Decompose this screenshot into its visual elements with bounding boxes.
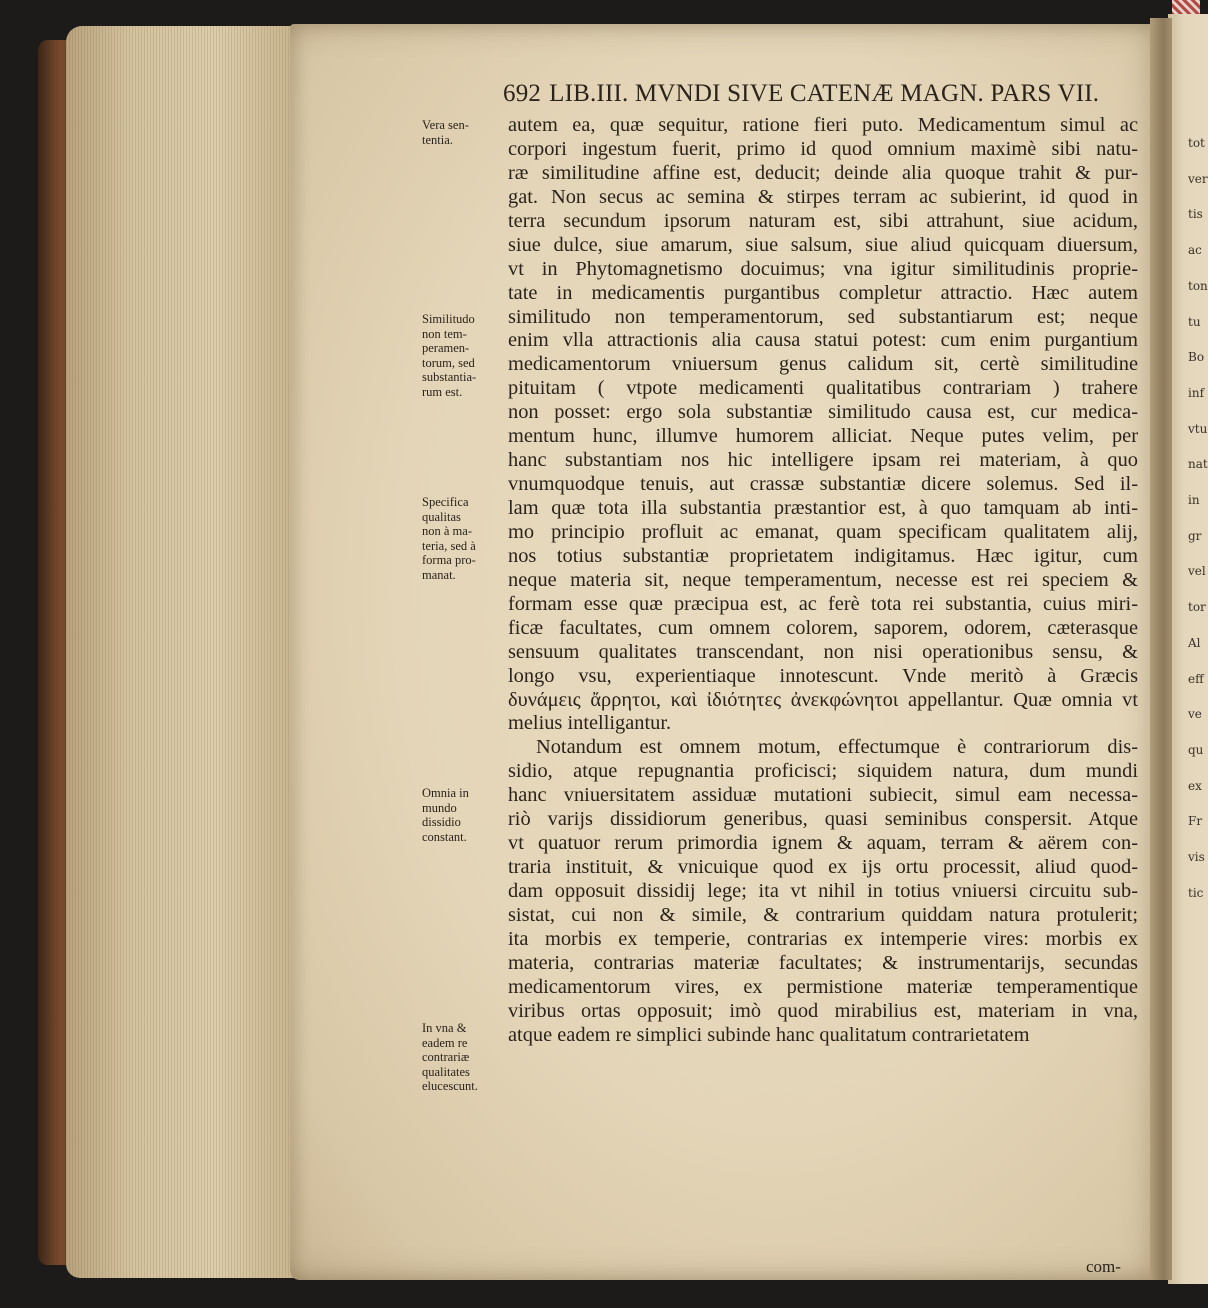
- page-number: 692: [503, 80, 542, 107]
- body-line: hanc vniuersitatem assiduæ mutationi subiecit, simul eam necessa-: [508, 784, 1138, 807]
- opposite-page-fragments: [1168, 126, 1208, 911]
- body-line: longo vsu, experientiaque innotescunt. Vnde meritò à Græcis: [508, 664, 1138, 687]
- margin-note-line: elucescunt.: [422, 1079, 478, 1094]
- body-line: ficæ facultates, cum omnem colorem, saporem, odorem, cæterasque: [508, 616, 1138, 639]
- body-line: gat. Non secus ac semina & stirpes terram ac subierint, id quod in: [508, 185, 1138, 208]
- margin-note-in-vna-eadem: [422, 1021, 512, 1094]
- body-line: tate in medicamentis purgantibus completur attractio. Hæc autem: [508, 281, 1138, 304]
- body-line: non posset: ergo sola substantiæ similitudo causa est, cur medica-: [508, 401, 1138, 424]
- opposite-page-fragment: vis: [1188, 850, 1205, 865]
- opposite-page-fragment: tot: [1188, 136, 1205, 150]
- margin-note-line: qualitas: [422, 509, 461, 524]
- margin-note-line: contrariæ: [422, 1050, 470, 1065]
- body-line: viribus ortas opposuit; imò quod mirabilius est, materiam in vna,: [508, 999, 1138, 1022]
- body-line: corpori ingestum fuerit, primo id quod omnium maximè sibi natu-: [508, 137, 1138, 160]
- margin-note-line: torum, sed: [422, 355, 475, 370]
- margin-note-line: non à ma-: [422, 524, 472, 539]
- margin-note-line: peramen-: [422, 341, 470, 356]
- running-header: [503, 80, 1099, 108]
- body-line: ita morbis ex temperie, contrarias ex intemperie vires: morbis ex: [508, 927, 1138, 950]
- body-text: [508, 114, 1138, 1048]
- margin-note-line: dissidio: [422, 815, 461, 830]
- margin-note-line: substantia-: [422, 370, 477, 385]
- body-line: similitudo non temperamentorum, sed substantiarum est; neque: [508, 305, 1138, 328]
- margin-note-omnia-in-mundo: [422, 786, 512, 844]
- body-line: riò varijs dissidiorum generibus, quasi seminibus conspersit. Atque: [508, 808, 1138, 831]
- body-line: ræ similitudine affine est, deducit; deinde alia quoque trahit & pur-: [508, 161, 1138, 184]
- margin-note-line: tentia.: [422, 132, 453, 147]
- body-line: hanc substantiam nos hic intelligere ipsam rei materiam, à quo: [508, 449, 1138, 472]
- opposite-page-fragment: ver: [1188, 171, 1208, 186]
- margin-note-line: non tem-: [422, 326, 467, 341]
- margin-note-line: Specifica: [422, 495, 469, 509]
- body-line: siue dulce, siue amarum, siue salsum, siue aliud quicquam diuersum,: [508, 233, 1138, 256]
- body-line: formam esse quæ præcipua est, ac ferè tota rei substantia, cuius miri-: [508, 592, 1138, 615]
- opposite-page-fragment: Fr: [1188, 814, 1203, 829]
- body-line: sistat, cui non & simile, & contrarium quiddam natura protulerit;: [508, 903, 1138, 926]
- body-line: autem ea, quæ sequitur, ratione fieri puto. Medicamentum simul ac: [508, 114, 1138, 136]
- margin-note-line: Similitudo: [422, 312, 475, 326]
- catchword: com-: [1086, 1257, 1121, 1276]
- opposite-page-fragment: ve: [1188, 707, 1202, 722]
- opposite-page-fragment: tor: [1188, 600, 1206, 615]
- margin-note-line: forma pro-: [422, 553, 476, 568]
- gutter: [1150, 18, 1172, 1280]
- opposite-page-fragment: inf: [1188, 385, 1205, 400]
- body-line: nos totius substantiæ proprietatem indigitamus. Hæc igitur, cum: [508, 544, 1138, 567]
- margin-note-similitudo: [422, 312, 512, 400]
- opposite-page-fragment: gr: [1188, 528, 1202, 543]
- opposite-page-fragment: eff: [1188, 671, 1204, 686]
- body-line: mentum hunc, illumve humorem alliciat. Neque putes velim, per: [508, 425, 1138, 448]
- margin-note-line: qualitates: [422, 1064, 470, 1079]
- body-line: mo principio profluit ac emanat, quam specificam qualitatem alij,: [508, 520, 1138, 543]
- body-line: vt in Phytomagnetismo docuimus; vna igitur similitudinis proprie-: [508, 257, 1138, 280]
- margin-note-line: eadem re: [422, 1035, 468, 1050]
- body-line: sidio, atque repugnantia proficisci; siquidem natura, dum mundi: [508, 760, 1138, 783]
- body-line: melius intelligantur.: [508, 712, 672, 735]
- body-line: traria instituit, & vnicuique quod ex ijs ortu processit, aliud quod-: [508, 856, 1138, 879]
- opposite-page-fragment: Al: [1188, 635, 1201, 650]
- opposite-page-fragment: tis: [1188, 207, 1203, 222]
- body-line: medicamentorum vniuersum genus calidum sit, certè similitudine: [508, 353, 1138, 376]
- page-stack-edge: [66, 26, 316, 1278]
- margin-note-specifica-qualitas: [422, 495, 512, 583]
- body-line: atque eadem re simplici subinde hanc qualitatum contrarietatem: [508, 1023, 1030, 1046]
- opposite-page-fragment: vtu: [1188, 421, 1208, 436]
- margin-note-line: Vera sen-: [422, 118, 469, 132]
- body-line: enim vlla attractionis alia causa statui potest: cum enim purgantium: [508, 329, 1138, 352]
- body-line: materia, contrarias materiæ facultates; & instrumentarijs, secundas: [508, 951, 1138, 974]
- opposite-page-fragment: tic: [1188, 885, 1204, 900]
- margin-note-line: rum est.: [422, 384, 463, 399]
- body-line: vnumquodque tenuis, aut crassæ substantiæ dicere solemus. Sed il-: [508, 473, 1138, 496]
- body-line: neque materia sit, neque temperamentum, necesse est rei speciem &: [508, 568, 1138, 591]
- opposite-page-fragment: nat: [1188, 457, 1208, 472]
- margin-note-line: teria, sed à: [422, 538, 476, 553]
- opposite-page-fragment: qu: [1188, 742, 1204, 757]
- margin-note-line: Omnia in: [422, 786, 469, 800]
- body-line: sensuum qualitates transcendant, non nisi operationibus sensu, &: [508, 640, 1138, 663]
- body-line: δυνάμεις ἄρρητοι, καὶ ἰδιότητες ἀνεκφώνητοι appellantur. Quæ omnia vt: [508, 688, 1138, 711]
- body-line: dam opposuit dissidij lege; ita vt nihil in totius vniuersi circuitu sub-: [508, 880, 1138, 902]
- opposite-page-fragment: ac: [1188, 243, 1202, 258]
- body-line: Notandum est omnem motum, effectumque è contrariorum dis-: [536, 736, 1138, 759]
- body-line: medicamentorum vires, ex permistione materiæ temperamentique: [508, 975, 1138, 998]
- margin-note-line: mundo: [422, 800, 457, 815]
- body-line: lam quæ tota illa substantia præstantior est, à quo tamquam ab inti-: [508, 497, 1138, 519]
- running-head-title: LIB.III. MVNDI SIVE CATENÆ MAGN. PARS VII.: [549, 80, 1100, 107]
- opposite-page-sliver: [1168, 14, 1208, 1284]
- opposite-page-fragment: tu: [1188, 314, 1201, 329]
- opposite-page-fragment: ton: [1188, 278, 1208, 293]
- body-line: vt quatuor rerum primordia ignem & aquam, terram & aërem con-: [508, 832, 1138, 855]
- body-line: terra secundum ipsorum naturam est, sibi attrahunt, siue acidum,: [508, 209, 1138, 232]
- opposite-page-fragment: in: [1188, 493, 1200, 508]
- margin-note-line: In vna &: [422, 1021, 467, 1035]
- margin-note-line: manat.: [422, 567, 456, 582]
- opposite-page-fragment: ex: [1188, 778, 1202, 793]
- margin-note-vera-sententia: [422, 118, 512, 147]
- opposite-page-fragment: Bo: [1188, 350, 1205, 365]
- margin-note-line: constant.: [422, 829, 467, 844]
- opposite-page-fragment: vel: [1188, 564, 1206, 579]
- body-line: pituitam ( vtpote medicamenti qualitatibus contrariam ) trahere: [508, 377, 1138, 400]
